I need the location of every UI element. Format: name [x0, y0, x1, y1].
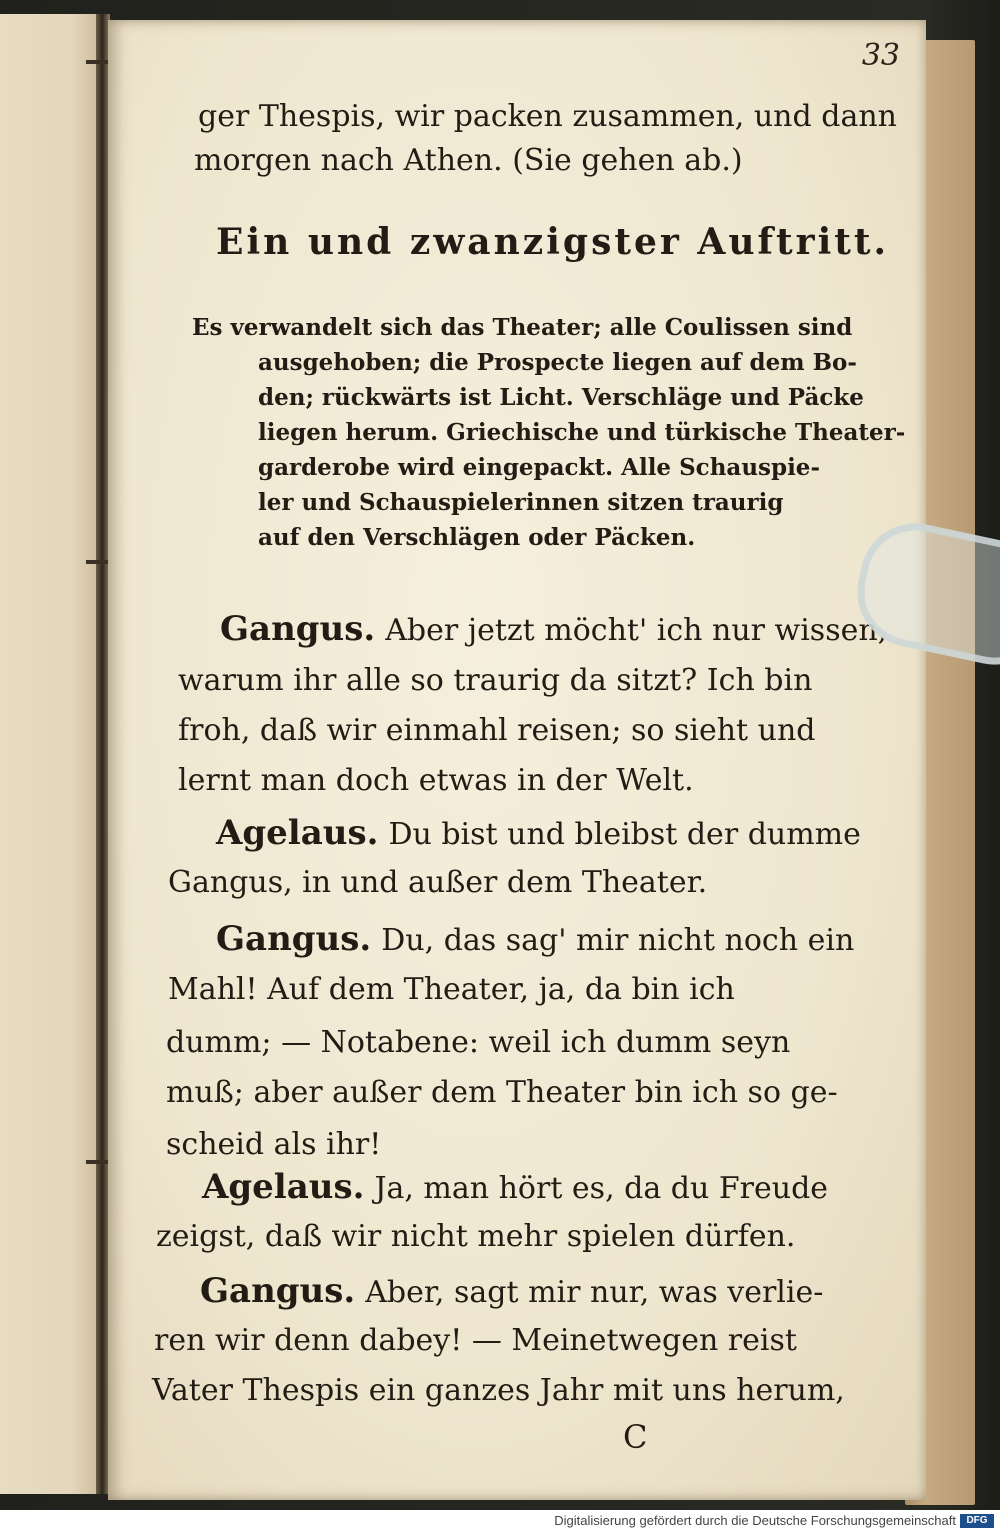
- speaker-name: Agelaus.: [216, 813, 379, 853]
- stage-direction-line: ler und Schauspielerinnen sitzen traurig: [258, 489, 784, 516]
- stage-direction-line: garderobe wird eingepackt. Alle Schauspie-: [258, 454, 820, 481]
- speech-first-line: [220, 609, 888, 649]
- dfg-logo: DFG: [960, 1514, 994, 1528]
- speech-line: Mahl! Auf dem Theater, ja, da bin ich: [168, 972, 735, 1007]
- stage-direction-line: den; rückwärts ist Licht. Verschläge und Päcke: [258, 384, 864, 411]
- speech-line: Vater Thespis ein ganzes Jahr mit uns herum,: [152, 1373, 845, 1408]
- speech-first-line: [216, 813, 861, 853]
- speech-line: zeigst, daß wir nicht mehr spielen dürfen.: [156, 1219, 796, 1254]
- footer-bar: [0, 1510, 1000, 1533]
- speech-line: froh, daß wir einmahl reisen; so sieht und: [178, 713, 816, 748]
- text-line: morgen nach Athen. (Sie gehen ab.): [194, 143, 743, 178]
- speaker-name: Gangus.: [200, 1271, 356, 1311]
- text-line: ger Thespis, wir packen zusammen, und dann: [198, 99, 897, 134]
- speech-text: Du, das sag' mir nicht noch ein: [381, 923, 855, 958]
- funding-credit: Digitalisierung gefördert durch die Deutsche Forschungsgemeinschaft: [554, 1513, 956, 1528]
- speaker-name: Gangus.: [220, 609, 376, 649]
- stage-direction-line: liegen herum. Griechische und türkische Theater-: [258, 419, 906, 446]
- speech-line: warum ihr alle so traurig da sitzt? Ich bin: [178, 663, 813, 698]
- speech-text: Aber jetzt möcht' ich nur wissen,: [385, 613, 888, 648]
- facing-page-edge: [0, 14, 102, 1494]
- stage-direction-line: Es verwandelt sich das Theater; alle Coulissen sind: [192, 314, 853, 341]
- speech-line: muß; aber außer dem Theater bin ich so ge-: [166, 1075, 838, 1110]
- speaker-name: Gangus.: [216, 919, 372, 959]
- speech-line: ren wir denn dabey! — Meinetwegen reist: [154, 1323, 797, 1358]
- speech-first-line: [202, 1167, 829, 1207]
- stage-direction-line: auf den Verschlägen oder Päcken.: [258, 524, 696, 551]
- page-number: 33: [861, 38, 900, 73]
- speech-text: Ja, man hört es, da du Freude: [374, 1171, 829, 1206]
- speech-text: Aber, sagt mir nur, was verlie-: [365, 1275, 824, 1310]
- scene-heading: Ein und zwanzigster Auftritt.: [216, 221, 890, 263]
- speaker-name: Agelaus.: [202, 1167, 365, 1207]
- book-page: [108, 20, 926, 1500]
- speech-first-line: [216, 919, 855, 959]
- stage-direction-line: ausgehoben; die Prospecte liegen auf dem Bo-: [258, 349, 857, 376]
- speech-line: scheid als ihr!: [166, 1127, 382, 1162]
- printer-signature-mark: C: [623, 1418, 648, 1456]
- speech-line: lernt man doch etwas in der Welt.: [178, 763, 694, 798]
- speech-line: dumm; — Notabene: weil ich dumm seyn: [166, 1025, 791, 1060]
- speech-text: Du bist und bleibst der dumme: [388, 817, 861, 852]
- speech-first-line: [200, 1271, 824, 1311]
- speech-line: Gangus, in und außer dem Theater.: [168, 865, 708, 900]
